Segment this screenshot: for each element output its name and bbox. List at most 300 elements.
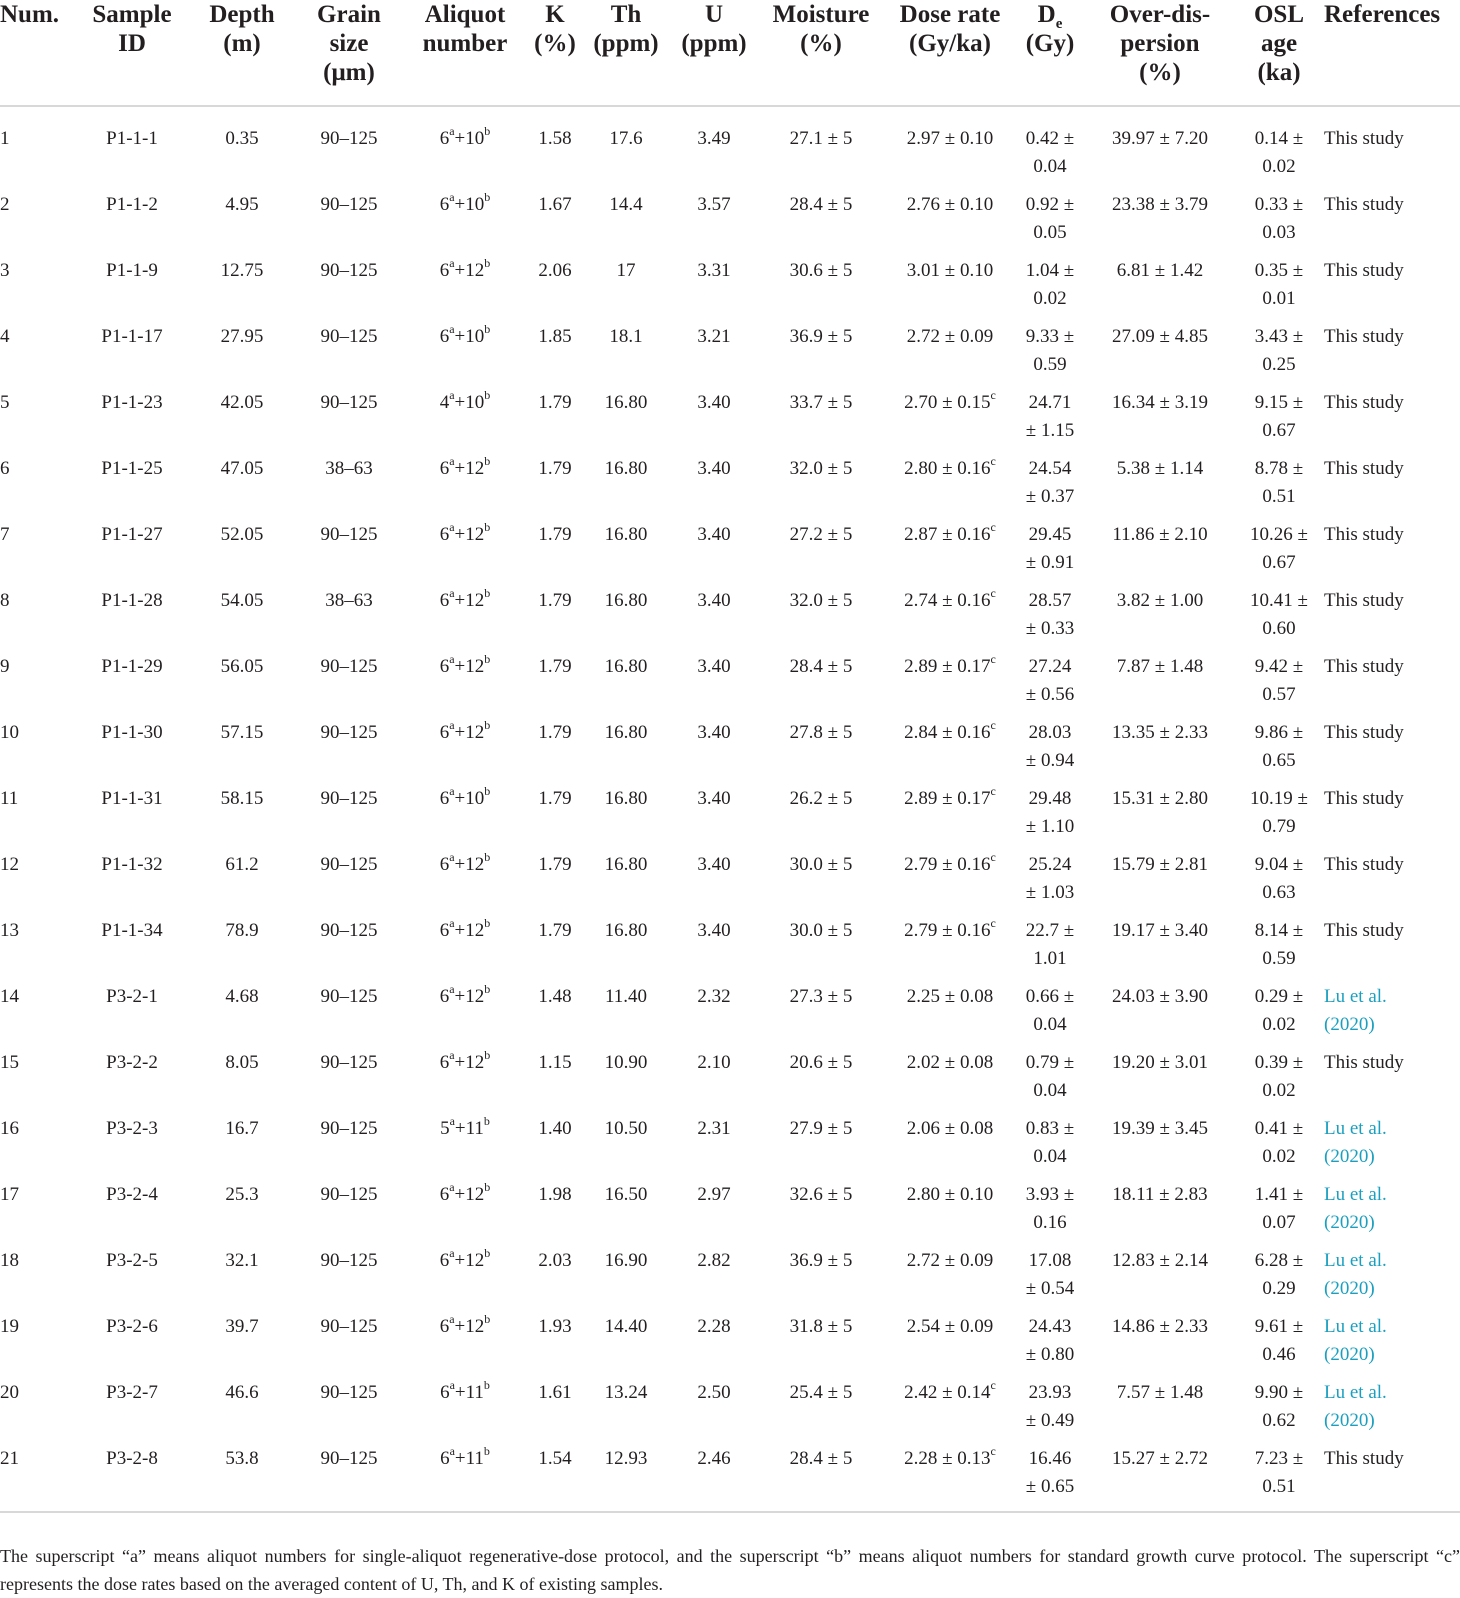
header-num: Num.: [0, 0, 78, 106]
cell-aliquot: $5^a+11^b$: [440, 1113, 490, 1139]
cell-overdispersion: 5.38 ± 1.14: [1116, 458, 1204, 479]
cell-sample-id: P1-1-25: [101, 458, 163, 479]
cell-moisture: 32.0 ± 5: [789, 590, 853, 611]
cell-aliquot: $6^a+12^b$: [439, 585, 491, 611]
cell-u: 2.32: [697, 986, 731, 1007]
cell-de: 1.04 ± 0.02: [1025, 260, 1075, 309]
cell-k: 1.54: [530, 1445, 580, 1512]
cell-dose-rate: 2.74 ± 0.16$^c$: [904, 585, 996, 611]
cell-overdispersion: 15.31 ± 2.80: [1112, 788, 1208, 809]
header-k: K (%): [530, 0, 580, 106]
cell-overdispersion: 19.17 ± 3.40: [1112, 920, 1208, 941]
cell-grain-size: 90–125: [320, 524, 378, 545]
cell-depth: 61.2: [225, 854, 259, 875]
cell-osl-age: 9.90 ± 0.62: [1254, 1382, 1304, 1431]
cell-dose-rate: 2.70 ± 0.15$^c$: [904, 387, 996, 413]
cell-aliquot: $6^a+11^b$: [440, 1377, 490, 1403]
cell-overdispersion: 14.86 ± 2.33: [1112, 1316, 1208, 1337]
cell-aliquot: $6^a+12^b$: [439, 1245, 491, 1271]
cell-aliquot: $6^a+12^b$: [439, 915, 491, 941]
cell-k: 1.61: [538, 1382, 572, 1403]
cell-num: 11: [0, 788, 19, 809]
cell-k: 1.79: [538, 656, 572, 677]
cell-sample-id: P1-1-30: [101, 722, 163, 743]
table-row: [0, 1379, 1460, 1445]
cell-de: 0.42 ± 0.04: [1025, 128, 1075, 177]
cell-moisture: 20.6 ± 5: [789, 1052, 853, 1073]
cell-num: 3: [0, 260, 10, 281]
cell-de: 28.57 ± 0.33: [1025, 590, 1075, 639]
cell-de: 3.93 ± 0.16: [1025, 1184, 1075, 1233]
cell-sample-id: P1-1-32: [101, 854, 163, 875]
table-row: [0, 983, 1460, 1049]
cell-depth: 54.05: [220, 590, 264, 611]
cell-reference: This study: [1324, 326, 1404, 347]
cell-k: 1.79: [538, 722, 572, 743]
cell-dose-rate: 2.72 ± 0.09: [906, 326, 994, 347]
cell-reference: This study: [1324, 722, 1404, 743]
cell-k: 1.79: [538, 920, 572, 941]
cell-grain-size: 90–125: [298, 1445, 400, 1512]
cell-reference: This study: [1324, 392, 1404, 413]
cell-de: 27.24 ± 0.56: [1025, 656, 1075, 705]
table-row: [0, 587, 1460, 653]
cell-dose-rate: 2.87 ± 0.16$^c$: [904, 519, 996, 545]
cell-moisture: 26.2 ± 5: [789, 788, 853, 809]
cell-overdispersion: 13.35 ± 2.33: [1112, 722, 1208, 743]
cell-reference: This study: [1324, 524, 1404, 545]
cell-grain-size: 90–125: [320, 1250, 378, 1271]
cell-aliquot: $6^a+12^b$: [439, 1311, 491, 1337]
cell-grain-size: 38–63: [325, 590, 373, 611]
cell-num: 8: [0, 590, 10, 611]
cell-moisture: 30.0 ± 5: [789, 920, 853, 941]
header-overdispersion: Over-dis- persion (%): [1086, 0, 1234, 106]
reference-link[interactable]: Lu et al. (2020): [1324, 1250, 1387, 1299]
cell-aliquot: $6^a+12^b$: [439, 849, 491, 875]
cell-sample-id: P1-1-1: [106, 128, 158, 149]
cell-moisture: 30.6 ± 5: [789, 260, 853, 281]
cell-k: 1.79: [538, 590, 572, 611]
table-body: [0, 106, 1460, 1512]
cell-k: 1.15: [538, 1052, 572, 1073]
cell-osl-age: 1.41 ± 0.07: [1254, 1184, 1304, 1233]
cell-k: 1.79: [538, 458, 572, 479]
cell-reference: This study: [1324, 1445, 1460, 1512]
cell-reference: This study: [1324, 920, 1404, 941]
cell-th: 11.40: [604, 986, 648, 1007]
header-row: [0, 0, 1460, 106]
cell-reference: This study: [1324, 656, 1404, 677]
cell-grain-size: 90–125: [320, 326, 378, 347]
cell-reference: This study: [1324, 788, 1404, 809]
cell-th: 17.6: [609, 128, 643, 149]
cell-depth: 47.05: [220, 458, 264, 479]
cell-num: 13: [0, 920, 19, 941]
cell-overdispersion: 23.38 ± 3.79: [1112, 194, 1208, 215]
cell-grain-size: 90–125: [320, 722, 378, 743]
table-row: [0, 1445, 1460, 1512]
cell-moisture: 27.3 ± 5: [789, 986, 853, 1007]
cell-dose-rate: 2.79 ± 0.16$^c$: [904, 915, 996, 941]
cell-depth: 56.05: [220, 656, 264, 677]
table-row: [0, 1181, 1460, 1247]
cell-de: 23.93 ± 0.49: [1025, 1382, 1075, 1431]
cell-de: 29.45 ± 0.91: [1025, 524, 1075, 573]
cell-dose-rate: 2.54 ± 0.09: [906, 1316, 994, 1337]
cell-u: 3.49: [697, 128, 731, 149]
cell-u: 3.40: [697, 920, 731, 941]
cell-moisture: 33.7 ± 5: [789, 392, 853, 413]
cell-osl-age: 9.86 ± 0.65: [1254, 722, 1304, 771]
cell-depth: 8.05: [225, 1052, 259, 1073]
cell-u: 3.57: [697, 194, 731, 215]
cell-dose-rate: 2.97 ± 0.10: [906, 128, 994, 149]
cell-reference: [1324, 1181, 1460, 1247]
cell-de: 24.71 ± 1.15: [1025, 392, 1075, 441]
cell-grain-size: 90–125: [320, 1118, 378, 1139]
cell-reference: This study: [1324, 590, 1404, 611]
cell-de: 28.03 ± 0.94: [1025, 722, 1075, 771]
cell-osl-age: 9.04 ± 0.63: [1254, 854, 1304, 903]
cell-grain-size: 90–125: [320, 656, 378, 677]
cell-num: 14: [0, 986, 19, 1007]
cell-aliquot: $6^a+12^b$: [439, 1047, 491, 1073]
cell-dose-rate: 2.76 ± 0.10: [906, 194, 994, 215]
cell-dose-rate: 2.28 ± 0.13$^c$: [886, 1445, 1014, 1512]
cell-grain-size: 90–125: [320, 986, 378, 1007]
cell-depth: 39.7: [225, 1316, 259, 1337]
cell-th: 16.80: [604, 524, 648, 545]
cell-sample-id: P1-1-29: [101, 656, 163, 677]
cell-osl-age: 0.14 ± 0.02: [1254, 128, 1304, 177]
header-th: Th (ppm): [580, 0, 672, 106]
cell-aliquot: $6^a+12^b$: [439, 453, 491, 479]
cell-sample-id: P1-1-28: [101, 590, 163, 611]
cell-depth: 57.15: [220, 722, 264, 743]
cell-de: 0.79 ± 0.04: [1025, 1052, 1075, 1101]
cell-osl-age: 0.33 ± 0.03: [1254, 194, 1304, 243]
cell-u: 3.40: [697, 788, 731, 809]
cell-depth: 53.8: [186, 1445, 298, 1512]
table-row: [0, 521, 1460, 587]
cell-aliquot: $6^a+11^b$: [400, 1445, 530, 1512]
cell-osl-age: 10.19 ± 0.79: [1250, 788, 1308, 837]
cell-sample-id: P1-1-23: [101, 392, 163, 413]
cell-dose-rate: 2.72 ± 0.09: [906, 1250, 994, 1271]
cell-reference: This study: [1324, 854, 1404, 875]
cell-num: 21: [0, 1445, 78, 1512]
cell-dose-rate: 2.80 ± 0.10: [906, 1184, 994, 1205]
cell-depth: 42.05: [220, 392, 264, 413]
cell-reference: [1324, 1247, 1460, 1313]
cell-aliquot: $6^a+12^b$: [439, 1179, 491, 1205]
cell-overdispersion: 16.34 ± 3.19: [1112, 392, 1208, 413]
table-row: [0, 1313, 1460, 1379]
cell-th: 16.80: [604, 392, 648, 413]
cell-num: 16: [0, 1118, 19, 1139]
cell-k: 1.48: [538, 986, 572, 1007]
cell-osl-age: 10.41 ± 0.60: [1250, 590, 1308, 639]
cell-de: 0.66 ± 0.04: [1025, 986, 1075, 1035]
cell-reference: [1324, 1379, 1460, 1445]
cell-sample-id: P3-2-7: [106, 1382, 158, 1403]
cell-sample-id: P3-2-4: [106, 1184, 158, 1205]
cell-sample-id: P1-1-17: [101, 326, 163, 347]
cell-th: 14.4: [609, 194, 643, 215]
cell-osl-age: 0.39 ± 0.02: [1254, 1052, 1304, 1101]
cell-th: 16.80: [604, 722, 648, 743]
cell-depth: 25.3: [225, 1184, 259, 1205]
cell-de: 0.83 ± 0.04: [1025, 1118, 1075, 1167]
header-depth: Depth (m): [186, 0, 298, 106]
reference-link[interactable]: Lu et al. (2020): [1324, 1118, 1387, 1167]
cell-aliquot: $6^a+10^b$: [439, 783, 491, 809]
cell-depth: 27.95: [220, 326, 264, 347]
table-row: [0, 106, 1460, 191]
cell-th: 18.1: [609, 326, 643, 347]
cell-sample-id: P1-1-27: [101, 524, 163, 545]
cell-num: 4: [0, 326, 10, 347]
cell-aliquot: $6^a+10^b$: [439, 189, 491, 215]
cell-overdispersion: 27.09 ± 4.85: [1112, 326, 1208, 347]
cell-aliquot: $6^a+12^b$: [439, 981, 491, 1007]
cell-osl-age: 9.15 ± 0.67: [1254, 392, 1304, 441]
cell-moisture: 28.4 ± 5: [789, 656, 853, 677]
cell-overdispersion: 39.97 ± 7.20: [1112, 128, 1208, 149]
cell-grain-size: 90–125: [320, 920, 378, 941]
cell-osl-age: 0.41 ± 0.02: [1254, 1118, 1304, 1167]
cell-moisture: 27.9 ± 5: [789, 1118, 853, 1139]
cell-th: 10.90: [604, 1052, 648, 1073]
reference-link[interactable]: Lu et al. (2020): [1324, 1184, 1387, 1233]
cell-dose-rate: 2.79 ± 0.16$^c$: [904, 849, 996, 875]
cell-th: 16.80: [604, 788, 648, 809]
cell-moisture: 30.0 ± 5: [789, 854, 853, 875]
cell-osl-age: 8.78 ± 0.51: [1254, 458, 1304, 507]
cell-grain-size: 90–125: [320, 194, 378, 215]
cell-dose-rate: 2.06 ± 0.08: [906, 1118, 994, 1139]
cell-k: 2.06: [538, 260, 572, 281]
cell-dose-rate: 2.25 ± 0.08: [906, 986, 994, 1007]
cell-k: 1.79: [538, 854, 572, 875]
cell-sample-id: P1-1-31: [101, 788, 163, 809]
cell-dose-rate: 2.02 ± 0.08: [906, 1052, 994, 1073]
table-row: [0, 653, 1460, 719]
cell-sample-id: P3-2-5: [106, 1250, 158, 1271]
cell-aliquot: $6^a+10^b$: [439, 321, 491, 347]
table-footnote: The superscript “a” means aliquot numbers for single-aliquot regenerative-dose protocol, and the superscript “b” means aliquot numbers for standard growth curve protocol. The superscript “c” represents the dose rates based on the averaged content of U, Th, and K of existing samples.: [0, 1546, 1460, 1594]
cell-u: 3.40: [697, 458, 731, 479]
cell-sample-id: P1-1-34: [101, 920, 163, 941]
cell-dose-rate: 2.89 ± 0.17$^c$: [904, 651, 996, 677]
cell-osl-age: 10.26 ± 0.67: [1250, 524, 1308, 573]
cell-u: 2.97: [697, 1184, 731, 1205]
cell-grain-size: 90–125: [320, 1052, 378, 1073]
cell-de: 22.7 ± 1.01: [1025, 920, 1075, 969]
cell-de: 25.24 ± 1.03: [1025, 854, 1075, 903]
cell-moisture: 36.9 ± 5: [789, 1250, 853, 1271]
cell-overdispersion: 19.20 ± 3.01: [1112, 1052, 1208, 1073]
cell-u: 2.46: [672, 1445, 756, 1512]
cell-k: 1.79: [538, 524, 572, 545]
cell-th: 16.80: [604, 854, 648, 875]
cell-sample-id: P3-2-6: [106, 1316, 158, 1337]
cell-k: 1.79: [538, 788, 572, 809]
cell-de: 24.43 ± 0.80: [1025, 1316, 1075, 1365]
cell-depth: 16.7: [225, 1118, 259, 1139]
cell-u: 3.40: [697, 656, 731, 677]
cell-grain-size: 90–125: [320, 1382, 378, 1403]
cell-moisture: 28.4 ± 5: [756, 1445, 886, 1512]
cell-moisture: 36.9 ± 5: [789, 326, 853, 347]
reference-link[interactable]: Lu et al. (2020): [1324, 1382, 1387, 1431]
cell-num: 12: [0, 854, 19, 875]
cell-depth: 12.75: [220, 260, 264, 281]
cell-u: 3.40: [697, 524, 731, 545]
cell-depth: 46.6: [225, 1382, 259, 1403]
cell-k: 1.58: [538, 128, 572, 149]
cell-reference: This study: [1324, 458, 1404, 479]
cell-th: 16.50: [604, 1184, 648, 1205]
cell-sample-id: P3-2-1: [106, 986, 158, 1007]
cell-dose-rate: 2.80 ± 0.16$^c$: [904, 453, 996, 479]
cell-osl-age: 9.42 ± 0.57: [1254, 656, 1304, 705]
cell-th: 16.80: [604, 920, 648, 941]
cell-u: 2.50: [697, 1382, 731, 1403]
cell-aliquot: $6^a+12^b$: [439, 255, 491, 281]
cell-grain-size: 90–125: [320, 128, 378, 149]
cell-th: 14.40: [604, 1316, 648, 1337]
cell-dose-rate: 2.89 ± 0.17$^c$: [904, 783, 996, 809]
cell-de: 9.33 ± 0.59: [1025, 326, 1075, 375]
cell-u: 3.40: [697, 854, 731, 875]
cell-grain-size: 38–63: [325, 458, 373, 479]
cell-moisture: 28.4 ± 5: [789, 194, 853, 215]
cell-osl-age: 7.23 ± 0.51: [1234, 1445, 1324, 1512]
table-row: [0, 191, 1460, 257]
cell-osl-age: 6.28 ± 0.29: [1254, 1250, 1304, 1299]
cell-num: 10: [0, 722, 19, 743]
cell-num: 17: [0, 1184, 19, 1205]
cell-k: 1.79: [538, 392, 572, 413]
cell-depth: 4.68: [225, 986, 259, 1007]
table-row: [0, 1049, 1460, 1115]
cell-overdispersion: 24.03 ± 3.90: [1112, 986, 1208, 1007]
table-row: [0, 455, 1460, 521]
cell-k: 1.93: [538, 1316, 572, 1337]
cell-aliquot: $6^a+12^b$: [439, 519, 491, 545]
cell-depth: 32.1: [225, 1250, 259, 1271]
cell-num: 9: [0, 656, 10, 677]
cell-de: 17.08 ± 0.54: [1025, 1250, 1075, 1299]
cell-moisture: 27.2 ± 5: [789, 524, 853, 545]
cell-reference: [1324, 1313, 1460, 1379]
cell-osl-age: 9.61 ± 0.46: [1254, 1316, 1304, 1365]
header-u: U (ppm): [672, 0, 756, 106]
cell-th: 17: [616, 260, 636, 281]
cell-depth: 52.05: [220, 524, 264, 545]
cell-moisture: 27.1 ± 5: [789, 128, 853, 149]
reference-link[interactable]: Lu et al. (2020): [1324, 986, 1387, 1035]
cell-u: 3.40: [697, 392, 731, 413]
reference-link[interactable]: Lu et al. (2020): [1324, 1316, 1387, 1365]
cell-u: 3.21: [697, 326, 731, 347]
cell-moisture: 32.6 ± 5: [789, 1184, 853, 1205]
cell-overdispersion: 7.87 ± 1.48: [1116, 656, 1204, 677]
cell-u: 2.82: [697, 1250, 731, 1271]
cell-u: 2.28: [697, 1316, 731, 1337]
table-row: [0, 389, 1460, 455]
cell-th: 13.24: [604, 1382, 648, 1403]
cell-osl-age: 8.14 ± 0.59: [1254, 920, 1304, 969]
cell-de: 0.92 ± 0.05: [1025, 194, 1075, 243]
cell-overdispersion: 15.79 ± 2.81: [1112, 854, 1208, 875]
cell-k: 1.67: [538, 194, 572, 215]
cell-osl-age: 3.43 ± 0.25: [1254, 326, 1304, 375]
cell-th: 12.93: [580, 1445, 672, 1512]
cell-depth: 0.35: [225, 128, 259, 149]
cell-osl-age: 0.35 ± 0.01: [1254, 260, 1304, 309]
table-row: [0, 917, 1460, 983]
cell-grain-size: 90–125: [320, 1316, 378, 1337]
cell-aliquot: $6^a+10^b$: [439, 123, 491, 149]
cell-sample-id: P3-2-3: [106, 1118, 158, 1139]
cell-grain-size: 90–125: [320, 1184, 378, 1205]
header-aliquot: Aliquot number: [400, 0, 530, 106]
cell-sample-id: P3-2-2: [106, 1052, 158, 1073]
cell-grain-size: 90–125: [320, 854, 378, 875]
cell-grain-size: 90–125: [320, 260, 378, 281]
cell-dose-rate: 2.42 ± 0.14$^c$: [904, 1377, 996, 1403]
table-row: [0, 1115, 1460, 1181]
cell-num: 7: [0, 524, 10, 545]
cell-moisture: 25.4 ± 5: [789, 1382, 853, 1403]
cell-overdispersion: 6.81 ± 1.42: [1116, 260, 1204, 281]
header-osl-age: OSL age (ka): [1234, 0, 1324, 106]
cell-num: 5: [0, 392, 10, 413]
header-sample-id: Sample ID: [78, 0, 186, 106]
table-row: [0, 719, 1460, 785]
cell-overdispersion: 11.86 ± 2.10: [1112, 524, 1208, 545]
cell-reference: [1324, 1115, 1460, 1181]
cell-u: 2.10: [697, 1052, 731, 1073]
table-row: [0, 785, 1460, 851]
cell-osl-age: 0.29 ± 0.02: [1254, 986, 1304, 1035]
cell-overdispersion: 15.27 ± 2.72: [1086, 1445, 1234, 1512]
cell-depth: 58.15: [220, 788, 264, 809]
cell-reference: This study: [1324, 1052, 1404, 1073]
cell-u: 3.40: [697, 590, 731, 611]
cell-k: 2.03: [538, 1250, 572, 1271]
cell-th: 10.50: [604, 1118, 648, 1139]
cell-reference: This study: [1324, 128, 1404, 149]
cell-u: 3.31: [697, 260, 731, 281]
cell-moisture: 31.8 ± 5: [789, 1316, 853, 1337]
cell-num: 2: [0, 194, 10, 215]
cell-aliquot: $6^a+12^b$: [439, 651, 491, 677]
cell-u: 2.31: [697, 1118, 731, 1139]
cell-reference: [1324, 983, 1460, 1049]
cell-num: 19: [0, 1316, 19, 1337]
cell-num: 18: [0, 1250, 19, 1271]
cell-reference: This study: [1324, 260, 1404, 281]
cell-moisture: 27.8 ± 5: [789, 722, 853, 743]
cell-depth: 4.95: [225, 194, 259, 215]
table-row: [0, 323, 1460, 389]
cell-dose-rate: 3.01 ± 0.10: [906, 260, 994, 281]
cell-depth: 78.9: [225, 920, 259, 941]
